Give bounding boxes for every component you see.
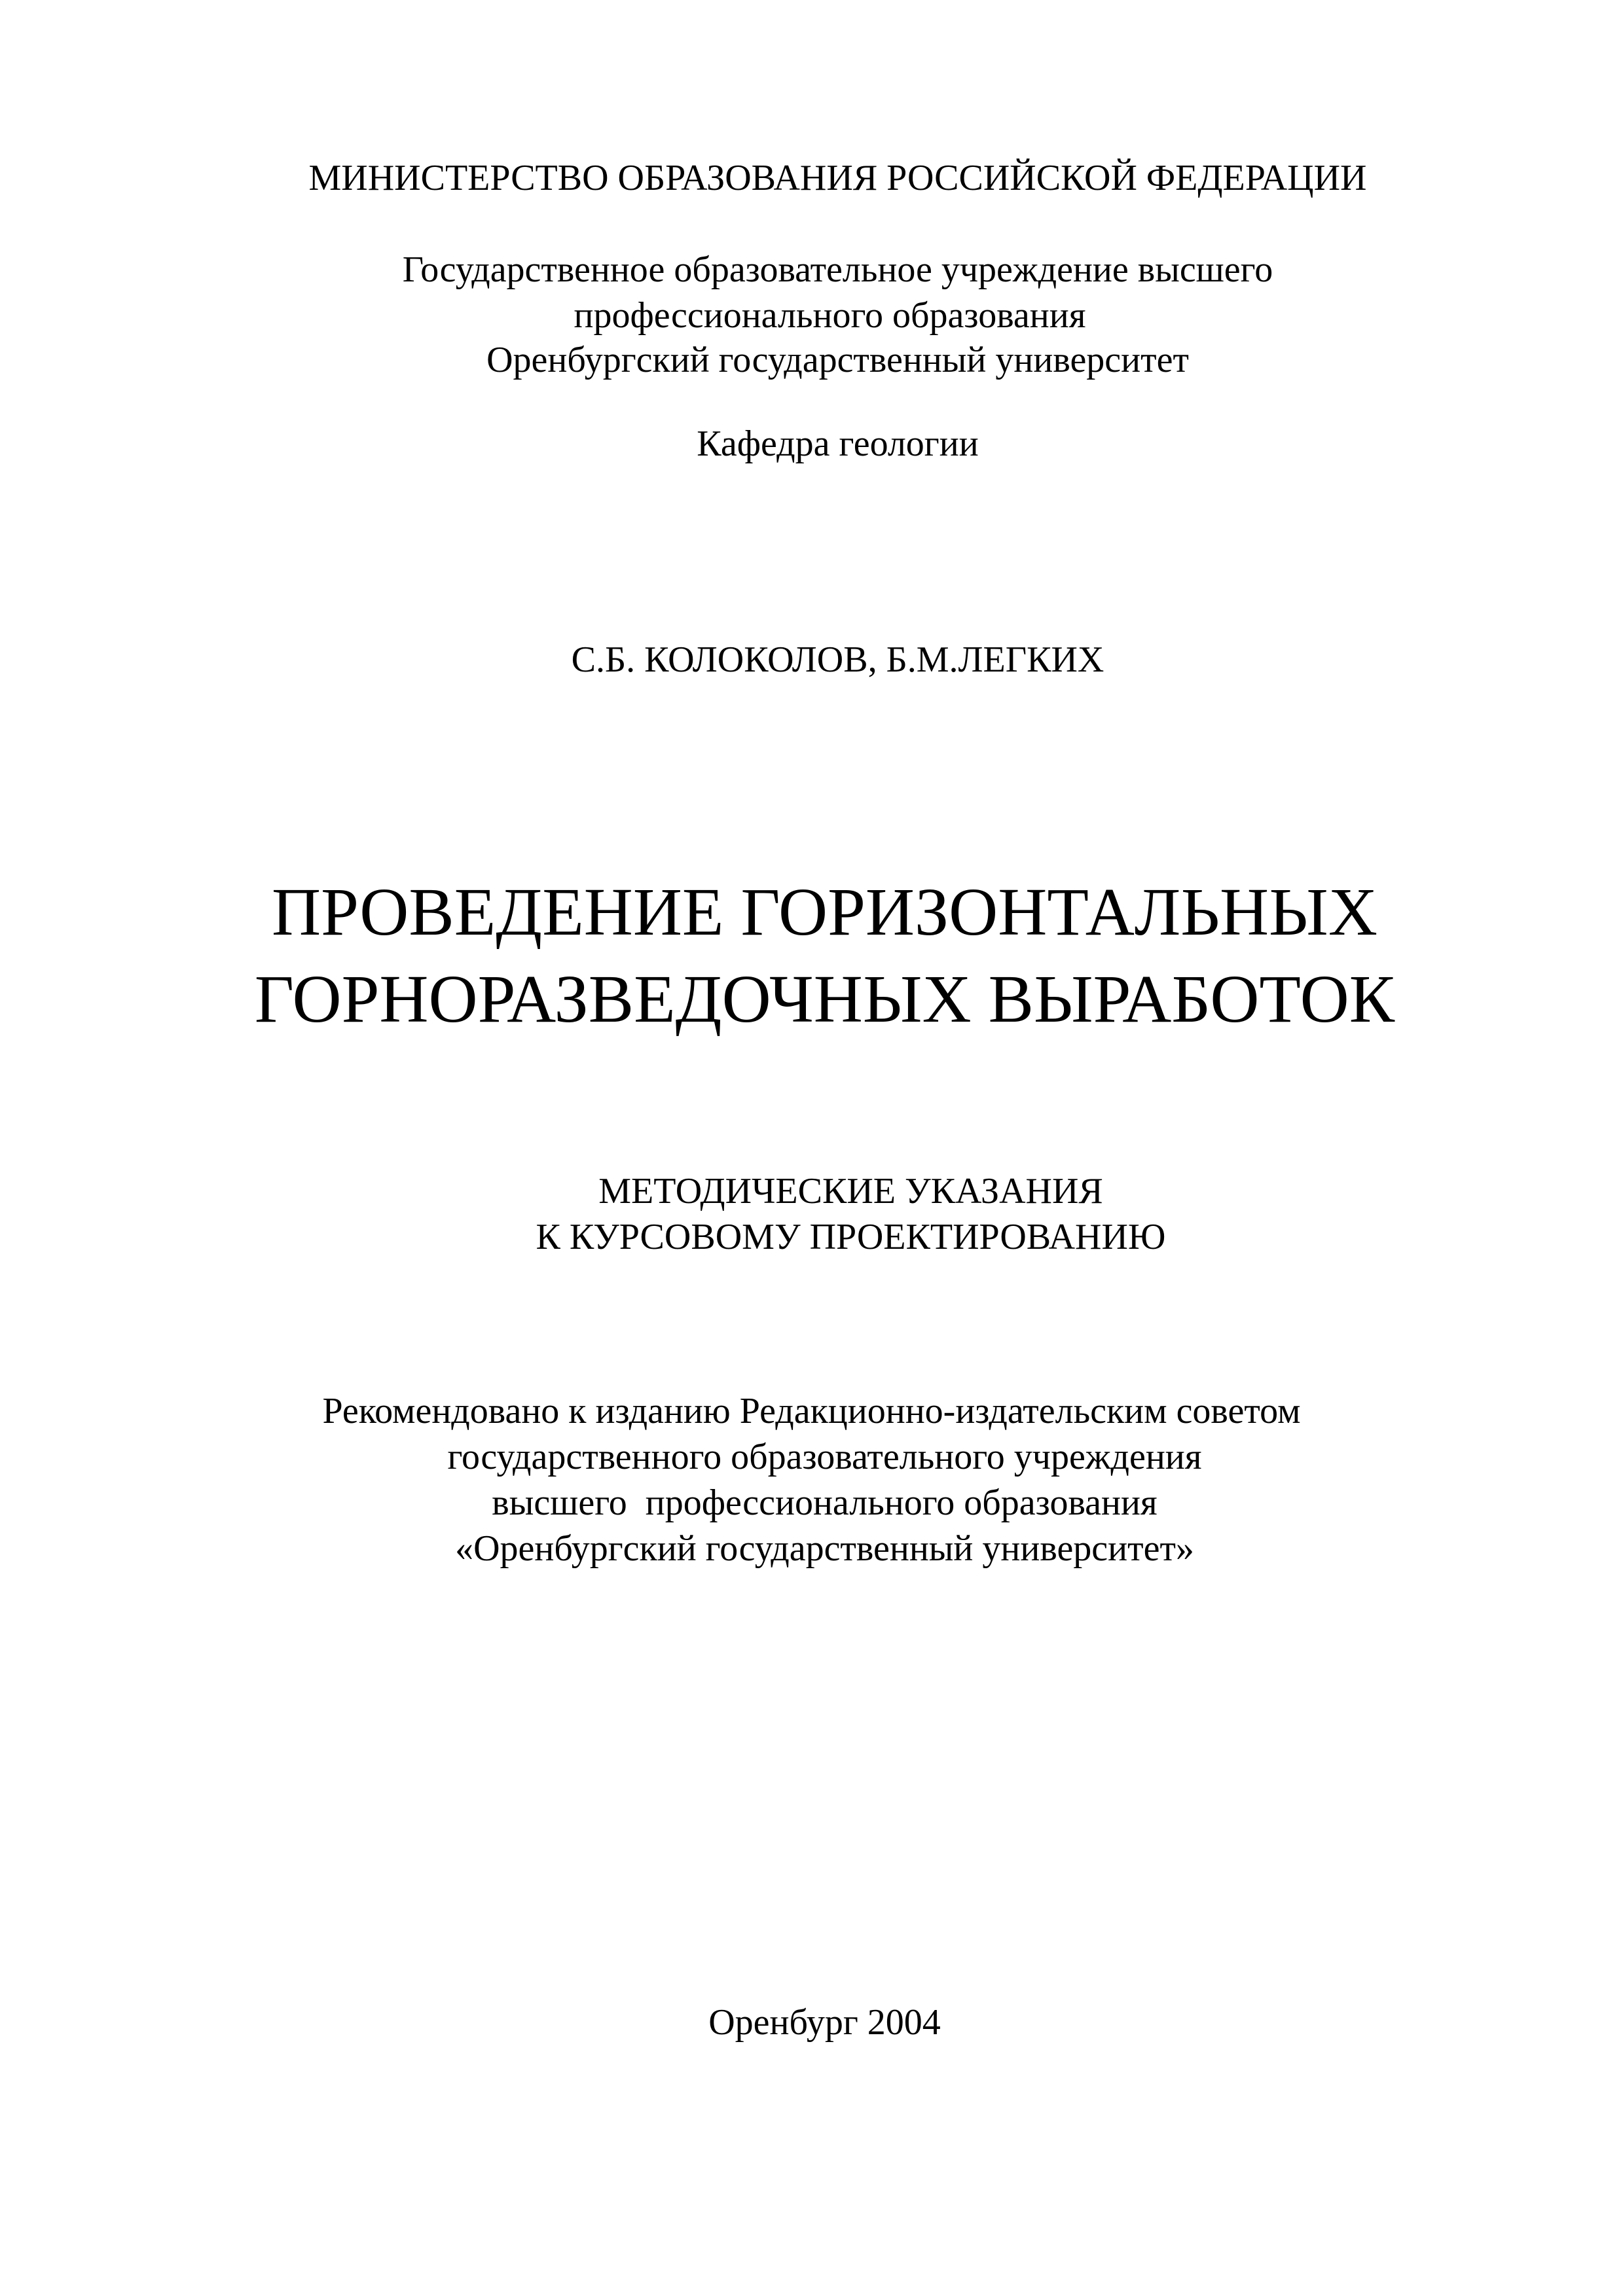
publication-city-year: Оренбург 2004 [708, 2002, 941, 2043]
subtitle-line-2: К КУРСОВОМУ ПРОЕКТИРОВАНИЮ [536, 1217, 1166, 1257]
recommendation-line-4: «Оренбургский государственный университет» [455, 1528, 1194, 1569]
ministry-heading: МИНИСТЕРСТВО ОБРАЗОВАНИЯ РОССИЙСКОЙ ФЕДЕРАЦИИ [308, 158, 1367, 198]
recommendation-line-3: высшего профессионального образования [492, 1482, 1158, 1523]
institution-line-3: Оренбургский государственный университет [486, 340, 1189, 380]
document-title-line-2: ГОРНОРАЗВЕДОЧНЫХ ВЫРАБОТОК [254, 961, 1395, 1037]
recommendation-line-2: государственного образовательного учреждения [447, 1437, 1202, 1477]
institution-line-1: Государственное образовательное учреждение высшего [402, 249, 1273, 290]
institution-line-2: профессионального образования [574, 295, 1086, 336]
subtitle-line-1: МЕТОДИЧЕСКИЕ УКАЗАНИЯ [598, 1171, 1103, 1211]
authors: С.Б. КОЛОКОЛОВ, Б.М.ЛЕГКИХ [571, 639, 1104, 680]
document-title-line-1: ПРОВЕДЕНИЕ ГОРИЗОНТАЛЬНЫХ [272, 874, 1377, 950]
department-name: Кафедра геологии [697, 423, 979, 464]
recommendation-line-1: Рекомендовано к изданию Редакционно-издательским советом [322, 1391, 1301, 1431]
